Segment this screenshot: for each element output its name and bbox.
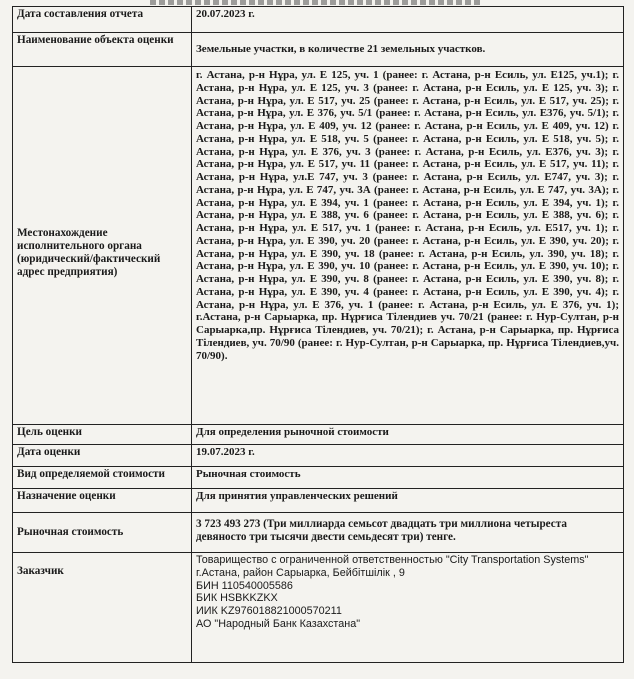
report-date-label: Дата составления отчета <box>13 7 192 33</box>
location-value: г. Астана, р-н Нұра, ул. Е 125, уч. 1 (ранее: г. Астана, р-н Есиль, ул. Е125, уч.1); г. Астана, р-н Нұра, ул. Е 125, уч. 3 (ранее: г. Астана, р-н Есиль, ул. Е 125, уч. 3); г. Астана, р-н Нұра, ул. Е 517, уч. 25 (ранее: г. Астана, р-н Есиль, ул. Е 517, уч. 25); г. Астана, р-н Нұра, ул. Е 376, уч. 5/1 (ранее: г. Астана, р-н Есиль, ул. Е376, уч. 5/1); г. Астана, р-н Нұра, ул. Е 409, уч. 12 (ранее: г. Астана, р-н Есиль, ул. Е 409, уч. 12) г. Астана, р-н Нұра, ул. Е 518, уч. 5 (ранее: г. Астана, р-н Есиль, ул. Е 518, уч. 5); г. Астана, р-н Нұра, ул. Е 376, уч. 3 (ранее: г. Астана, р-н Есиль, ул. Е376, уч. 3); г. Астана, р-н Нұра, ул. Е 517, уч. 11 (ранее: г. Астана, р-н Есиль, ул. Е 517, уч. 11); г. Астана, р-н Нұра, ул.Е 747, уч. 3 (ранее: г. Астана, р-н Есиль, ул. Е747, уч. 3); г. Астана, р-н Нұра, ул. Е 747, уч. 3А (ранее: г. Астана, р-н Есиль, ул. Е 747, уч. 3А); г. Астана, р-н Нұра, ул. Е 394, уч. 1 (ранее: г. Астана, р-н Есиль, ул. Е 394, уч. 1); г. Астана, р-н Нұра, ул. Е 388, уч. 6 (ранее: г. Астана, р-н Есиль, ул. Е 388, уч. 6); г. Астана, р-н Нұра, ул. Е 517, уч. 1 (ранее: г. Астана, р-н Есиль, ул. Е517, уч. 1); г. Астана, р-н Нұра, ул. Е 390, уч. 20 (ранее: г. Астана, р-н Есиль, ул. Е 390, уч. 20); г. Астана, р-н Нұра, ул. Е 390, уч. 18 (ранее: г. Астана, р-н Есиль, ул. 390, уч. 18); г. Астана, р-н Нұра, ул. Е 390, уч. 10 (ранее: г. Астана, р-н Есиль, ул. Е 390, уч. 10); г. Астана, р-н Нұра, ул. Е 390, уч. 8 (ранее: г. Астана, р-н Есиль, ул. Е 390, уч. 8); г. Астана, р-н Нұра, ул. Е 390, уч. 4 (ранее: г. Астана, р-н Есиль, ул. Е 390, уч. 4); г. Астана, р-н Нұра, ул. Е 376, уч. 1 (ранее: г. Астана, р-н Есиль, ул. Е 376, уч. 1); г.Астана, р-н Сарыарка, пр. Нұрғиса Тілендиев уч. 70/21 (ранее: г. Нур-Султан, р-н Сарыарка,пр. Нұрғиса Тілендиев, уч. 70/21); г. Астана, р-н Сарыарка, пр. Нұрғиса Тілендиев, уч. 70/90 (ранее: г. Нур-Султан, р-н Сарыарка, пр. Нұрғиса Тілендиев,уч. 70/90). <box>192 67 624 425</box>
market-value-value: 3 723 493 273 (Три миллиарда семьсот двадцать три миллиона четыреста девяносто три тысячи двести семьдесят три) тенге. <box>192 513 624 553</box>
market-value-label: Рыночная стоимость <box>13 513 192 553</box>
object-value: Земельные участки, в количестве 21 земельных участков. <box>192 33 624 67</box>
purpose-value: Для определения рыночной стоимости <box>192 425 624 445</box>
cropped-header-fragment <box>150 0 480 5</box>
customer-name: Товарищество с ограниченной ответственностью "City Transportation Systems" <box>196 554 589 566</box>
row-market-value <box>13 513 624 553</box>
report-date-value: 20.07.2023 г. <box>192 7 624 33</box>
row-purpose <box>13 425 624 445</box>
customer-bin: БИН 110540005586 <box>196 579 293 592</box>
report-summary-table <box>12 6 624 663</box>
location-label: Местонахождение исполнительного органа (юридический/фактический адрес предприятия) <box>13 67 192 425</box>
row-location <box>13 67 624 425</box>
customer-details <box>192 553 624 663</box>
object-label: Наименование объекта оценки <box>13 33 192 67</box>
row-object <box>13 33 624 67</box>
customer-bik: БИК HSBKKZKX <box>196 592 278 605</box>
row-valuation-date <box>13 445 624 467</box>
valuation-date-label: Дата оценки <box>13 445 192 467</box>
purpose-label: Цель оценки <box>13 425 192 445</box>
appointment-value: Для принятия управленческих решений <box>192 489 624 513</box>
row-report-date <box>13 7 624 33</box>
customer-iik: ИИК KZ976018821000570211 <box>196 605 342 618</box>
customer-address: г.Астана, район Сарыарка, Бейбітшілік , 9 <box>196 566 405 579</box>
row-customer <box>13 553 624 663</box>
customer-label: Заказчик <box>13 553 192 663</box>
valuation-date-value: 19.07.2023 г. <box>192 445 624 467</box>
row-value-type <box>13 467 624 489</box>
value-type-label: Вид определяемой стоимости <box>13 467 192 489</box>
value-type-value: Рыночная стоимость <box>192 467 624 489</box>
customer-bank: АО "Народный Банк Казахстана" <box>196 617 361 630</box>
row-appointment <box>13 489 624 513</box>
appointment-label: Назначение оценки <box>13 489 192 513</box>
